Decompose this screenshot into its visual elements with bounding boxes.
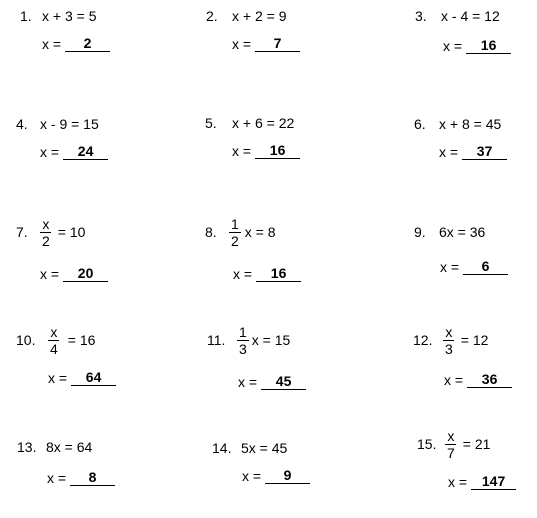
fraction-denominator: 7 <box>447 444 455 461</box>
fraction-numerator: x <box>42 215 50 232</box>
answer-line <box>444 372 512 388</box>
equation-text: = 21 <box>462 436 491 452</box>
equation-text: x - 9 = 15 <box>40 116 99 132</box>
answer-label: x = <box>439 144 459 160</box>
problem-number: 12. <box>413 332 433 348</box>
problem-number: 8. <box>205 224 217 240</box>
problem-number: 5. <box>205 115 217 131</box>
answer-line <box>440 259 508 275</box>
fraction <box>237 325 249 356</box>
answer-value: 24 <box>63 144 108 160</box>
answer-line <box>40 144 108 160</box>
equation <box>205 109 294 137</box>
answer-label: x = <box>242 468 262 484</box>
answer-value: 8 <box>70 470 115 486</box>
equation-text: x + 3 = 5 <box>42 8 97 24</box>
equation-text: x + 2 = 9 <box>232 8 287 24</box>
fraction-numerator: x <box>50 323 58 340</box>
equation-text: x = 15 <box>251 332 291 348</box>
answer-label: x = <box>448 474 468 490</box>
answer-line <box>448 474 516 490</box>
equation-text: 8x = 64 <box>46 439 93 455</box>
equation <box>207 324 290 356</box>
equation <box>17 433 92 461</box>
equation <box>417 428 490 460</box>
fraction-numerator: x <box>445 323 453 340</box>
problem-number: 13. <box>17 439 37 455</box>
answer-value: 45 <box>261 374 306 390</box>
equation <box>413 324 488 356</box>
equation-text: = 16 <box>67 332 96 348</box>
answer-line <box>42 36 110 52</box>
answer-label: x = <box>443 38 463 54</box>
answer-value: 9 <box>265 468 310 484</box>
fraction-numerator: 1 <box>231 215 239 232</box>
equation <box>16 324 95 356</box>
answer-line <box>233 266 301 282</box>
answer-label: x = <box>42 36 62 52</box>
answer-line <box>439 144 507 160</box>
fraction-denominator: 3 <box>239 340 247 357</box>
fraction-denominator: 4 <box>50 340 58 357</box>
problem-number: 6. <box>414 116 426 132</box>
answer-value: 37 <box>462 144 507 160</box>
equation <box>206 2 286 30</box>
problem-number: 7. <box>16 224 28 240</box>
equation <box>414 218 485 246</box>
equation <box>414 110 501 138</box>
equation <box>212 434 287 462</box>
answer-value: 16 <box>466 38 511 54</box>
fraction-numerator: 1 <box>239 323 247 340</box>
answer-line <box>47 470 115 486</box>
problem-number: 15. <box>417 436 437 452</box>
answer-label: x = <box>233 266 253 282</box>
fraction-numerator: x <box>447 427 455 444</box>
problem-number: 2. <box>206 8 218 24</box>
equation <box>415 2 500 30</box>
equation-text: 6x = 36 <box>439 224 486 240</box>
problem-number: 4. <box>16 116 28 132</box>
problem-number: 9. <box>414 224 426 240</box>
answer-value: 64 <box>71 370 116 386</box>
answer-line <box>238 374 306 390</box>
answer-label: x = <box>40 266 60 282</box>
equation-text: = 10 <box>57 224 86 240</box>
fraction-denominator: 2 <box>42 232 50 249</box>
problem-number: 1. <box>20 8 32 24</box>
answer-line <box>48 370 116 386</box>
problem-number: 3. <box>415 8 427 24</box>
fraction <box>40 217 52 248</box>
equation-text: x + 8 = 45 <box>439 116 502 132</box>
equation-text: x = 8 <box>244 224 276 240</box>
answer-label: x = <box>232 143 252 159</box>
equation-text: x + 6 = 22 <box>232 115 295 131</box>
answer-value: 7 <box>255 36 300 52</box>
fraction-denominator: 3 <box>445 340 453 357</box>
answer-line <box>40 266 108 282</box>
answer-value: 16 <box>255 143 300 159</box>
answer-value: 16 <box>256 266 301 282</box>
answer-line <box>242 468 310 484</box>
problem-number: 14. <box>212 440 232 456</box>
answer-value: 20 <box>63 266 108 282</box>
problem-number: 10. <box>16 332 36 348</box>
answer-label: x = <box>440 259 460 275</box>
answer-value: 36 <box>467 372 512 388</box>
answer-label: x = <box>48 370 68 386</box>
fraction <box>443 325 455 356</box>
equation <box>20 2 96 30</box>
answer-line <box>232 36 300 52</box>
equation <box>16 110 99 138</box>
answer-label: x = <box>47 470 67 486</box>
answer-line <box>232 143 300 159</box>
fraction <box>445 429 457 460</box>
answer-line <box>443 38 511 54</box>
equation-text: 5x = 45 <box>241 440 288 456</box>
equation-text: = 12 <box>460 332 489 348</box>
equation <box>205 216 276 248</box>
answer-label: x = <box>444 372 464 388</box>
answer-label: x = <box>232 36 252 52</box>
problem-number: 11. <box>207 332 226 348</box>
equation <box>16 216 85 248</box>
answer-label: x = <box>40 144 60 160</box>
answer-value: 2 <box>65 36 110 52</box>
fraction-denominator: 2 <box>231 232 239 249</box>
answer-value: 147 <box>471 474 516 490</box>
equation-text: x - 4 = 12 <box>441 8 500 24</box>
answer-value: 6 <box>463 259 508 275</box>
fraction <box>48 325 60 356</box>
fraction <box>229 217 241 248</box>
answer-label: x = <box>238 374 258 390</box>
